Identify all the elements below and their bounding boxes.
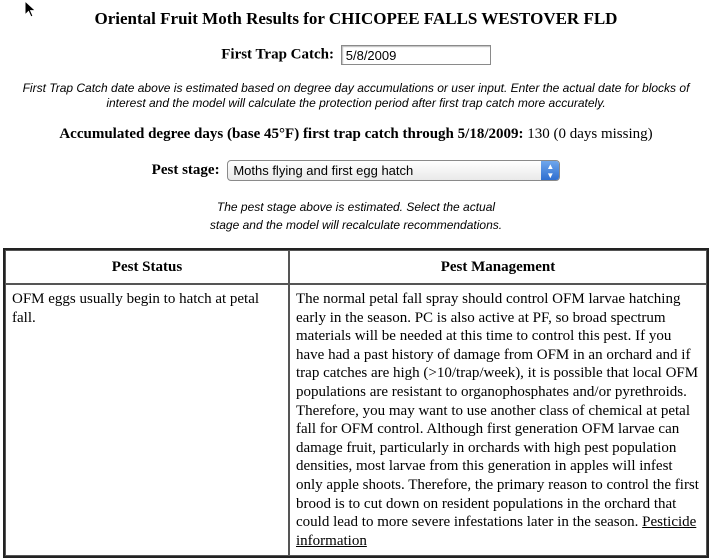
pest-status-header: Pest Status — [5, 250, 289, 284]
pest-stage-row — [0, 160, 712, 181]
table-header-row — [5, 250, 707, 284]
accumulation-value: 130 (0 days missing) — [527, 126, 653, 142]
pest-stage-select[interactable] — [227, 160, 560, 181]
select-updown-icon: ▲ ▼ — [541, 161, 559, 180]
first-trap-note: First Trap Catch date above is estimated based on degree day accumulations or user input. Enter the actual date for blocks of interest and the model will calculate the protection period after first trap catch more accurately. — [22, 81, 690, 110]
pest-stage-note — [0, 198, 712, 234]
pest-management-text: The normal petal fall spray should control OFM larvae hatching early in the season. PC is also active at PF, so broad spectrum materials will be needed at this time to control this pest. If you have had a past history of damage from OFM in an orchard and if trap catches are high (>10/trap/week), it is possible that local OFM populations are resistant to organophosphates and/or pyrethroids. Therefore, you may want to use another class of chemical at petal fall for OFM control. Although first generation OFM larvae can damage fruit, particularly in orchards with high pest population densities, most larvae from this generation in apples will infest only apple shoots. Therefore, the primary reason to control the first brood is to cut down on resident populations in the orchard that could lead to more severe infestations later in the season. — [296, 291, 699, 531]
first-trap-date-input[interactable] — [341, 45, 491, 65]
first-trap-label: First Trap Catch: — [221, 46, 334, 63]
degree-day-accumulation — [0, 126, 712, 143]
accumulation-label: Accumulated degree days (base 45°F) first trap catch through 5/18/2009: — [59, 126, 524, 142]
pest-stage-note-line2: stage and the model will recalculate recommendations. — [209, 218, 503, 232]
results-table — [3, 248, 709, 558]
page-title: Oriental Fruit Moth Results for CHICOPEE FALLS WESTOVER FLD — [94, 9, 618, 28]
table-row — [5, 284, 707, 556]
pest-management-cell — [289, 284, 707, 556]
pest-management-header: Pest Management — [289, 250, 707, 284]
pest-stage-label: Pest stage: — [151, 161, 220, 178]
pest-status-cell: OFM eggs usually begin to hatch at petal fall. — [5, 284, 289, 556]
pest-stage-note-line1: The pest stage above is estimated. Select the actual — [216, 200, 496, 214]
first-trap-row — [0, 45, 712, 65]
pesticide-information-link[interactable]: Pesticide information — [296, 514, 697, 549]
pest-stage-selected-value: Moths flying and first egg hatch — [233, 163, 414, 178]
